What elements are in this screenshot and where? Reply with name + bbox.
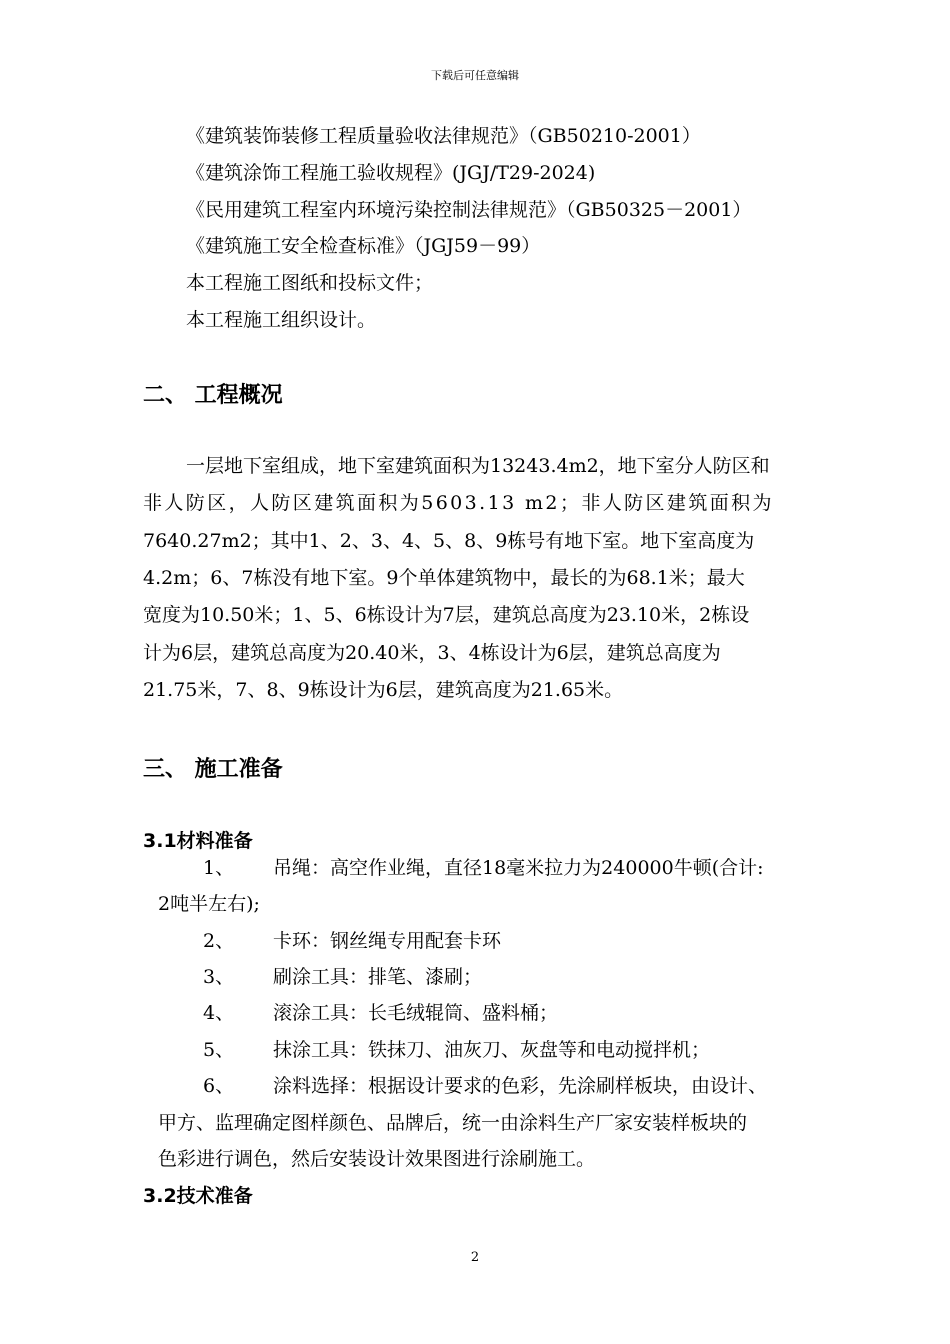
body-line: 4.2m；6、7栋没有地下室。9个单体建筑物中，最长的为68.1米；最大 (143, 567, 745, 589)
body-line: 一层地下室组成，地下室建筑面积为13243.4m2，地下室分人防区和 (186, 455, 770, 477)
item-number: 3、 (203, 966, 235, 988)
item-text: 抹涂工具：铁抹刀、油灰刀、灰盘等和电动搅拌机； (273, 1039, 711, 1061)
item-text: 卡环：钢丝绳专用配套卡环 (273, 930, 502, 952)
page-header: 下载后可任意编辑 (431, 69, 519, 82)
item-text: 吊绳：高空作业绳，直径18毫米拉力为240000牛顿(合计: (273, 857, 764, 879)
list-item (158, 1108, 747, 1135)
reference-line: 《建筑装饰装修工程质量验收法律规范》（GB50210-2001） (186, 125, 701, 147)
list-item (203, 1035, 710, 1062)
list-item (203, 998, 558, 1025)
body-line: 非人防区，人防区建筑面积为5603.13 m2；非人防区建筑面积为 (143, 492, 774, 514)
reference-line: 本工程施工组织设计。 (186, 309, 377, 331)
item-number: 1、 (203, 857, 235, 879)
list-item (158, 1144, 595, 1171)
list-item (203, 853, 764, 880)
body-line: 21.75米，7、8、9栋设计为6层，建筑高度为21.65米。 (143, 679, 624, 701)
page-number: 2 (470, 1250, 480, 1265)
list-item (203, 962, 482, 989)
item-number: 2、 (203, 930, 235, 952)
reference-line: 《建筑施工安全检查标准》（JGJ59－99） (186, 235, 541, 257)
list-item (158, 889, 260, 916)
subsection-heading: 3.2技术准备 (143, 1185, 253, 1207)
item-text: 涂料选择：根据设计要求的色彩，先涂刷样板块，由设计、 (273, 1075, 768, 1097)
reference-line: 《建筑涂饰工程施工验收规程》(JGJ/T29-2024) (186, 162, 596, 184)
section-heading: 三、 施工准备 (143, 757, 283, 782)
item-number: 4、 (203, 1002, 235, 1024)
body-line: 宽度为10.50米；1、5、6栋设计为7层，建筑总高度为23.10米，2栋设 (143, 604, 750, 626)
subsection-heading: 3.1材料准备 (143, 830, 253, 852)
body-line: 7640.27m2；其中1、2、3、4、5、8、9栋号有地下室。地下室高度为 (143, 530, 755, 552)
item-text: 甲方、监理确定图样颜色、品牌后，统一由涂料生产厂家安装样板块的 (158, 1112, 748, 1134)
item-text: 滚涂工具：长毛绒辊筒、盛料桶； (273, 1002, 559, 1024)
list-item (203, 1071, 767, 1098)
item-text: 2吨半左右); (158, 893, 260, 915)
reference-line: 《民用建筑工程室内环境污染控制法律规范》（GB50325－2001） (186, 199, 752, 221)
section-heading: 二、 工程概况 (143, 383, 283, 408)
body-line: 计为6层，建筑总高度为20.40米，3、4栋设计为6层，建筑总高度为 (143, 642, 721, 664)
reference-line: 本工程施工图纸和投标文件； (186, 272, 434, 294)
list-item (203, 926, 501, 953)
item-number: 5、 (203, 1039, 235, 1061)
item-text: 色彩进行调色，然后安装设计效果图进行涂刷施工。 (158, 1148, 596, 1170)
item-number: 6、 (203, 1075, 235, 1097)
item-text: 刷涂工具：排笔、漆刷； (273, 966, 483, 988)
